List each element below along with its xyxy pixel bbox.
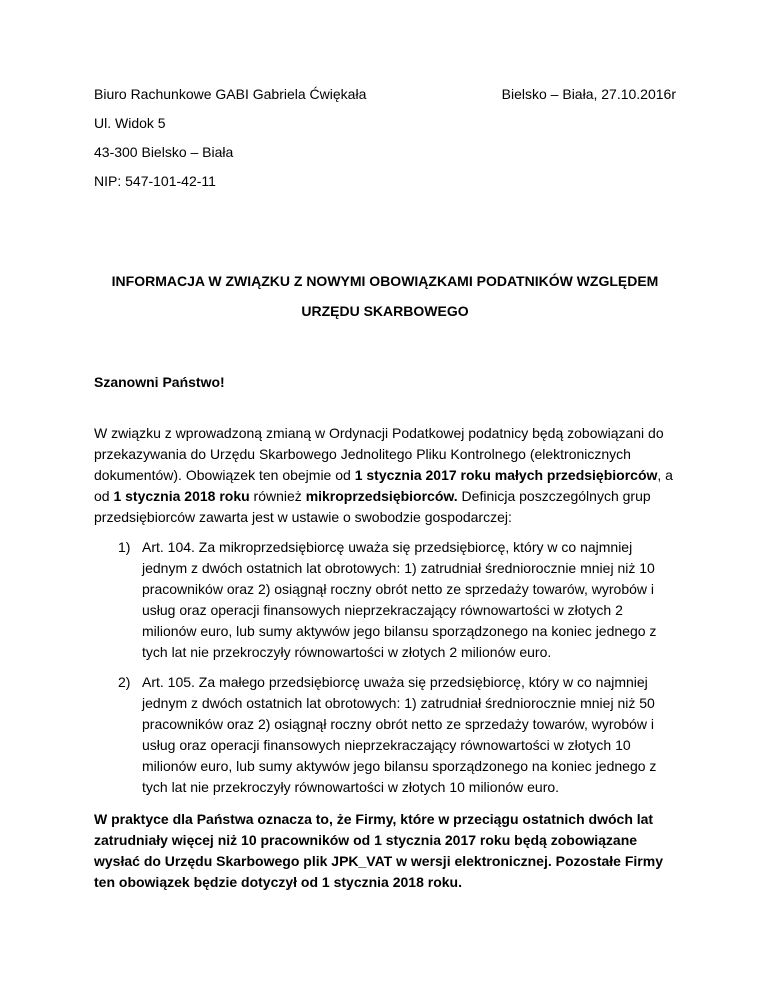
intro-paragraph [94, 423, 676, 528]
address-city: 43-300 Bielsko – Biała [94, 144, 234, 160]
place-and-date: Bielsko – Biała, 27.10.2016r [501, 86, 676, 102]
definitions-list [94, 537, 676, 798]
document-title-line-2: URZĘDU SKARBOWEGO [301, 303, 469, 319]
document-title-line-1: INFORMACJA W ZWIĄZKU Z NOWYMI OBOWIĄZKAMI PODATNIKÓW WZGLĘDEM [111, 273, 659, 289]
intro-bold-micro: mikroprzedsiębiorców. [305, 488, 458, 504]
list-item-number: 2) [118, 674, 131, 690]
intro-text: również [249, 488, 306, 504]
document-title [94, 266, 676, 326]
intro-text: Definicja poszczególnych grup przedsiębiorców zawarta jest w ustawie o swobodzie gospodarczej: [94, 488, 651, 525]
list-item [118, 672, 676, 798]
intro-text: W związku z wprowadzoną zmianą w Ordynacji Podatkowej podatnicy będą zobowiązani do przekazywania do Urzędu Skarbowego Jednolitego Pliku Kontrolnego (elektronicznych dokumentów). Obowiązek ten obejmie od [94, 425, 664, 483]
address-street: Ul. Widok 5 [94, 115, 166, 131]
intro-bold-2017: 1 stycznia 2017 roku małych przedsiębiorców [354, 467, 658, 483]
intro-text: , a od [94, 467, 673, 504]
salutation: Szanowni Państwo! [94, 374, 225, 390]
company-name: Biuro Rachunkowe GABI Gabriela Ćwiękała [94, 86, 367, 102]
intro-bold-2018: 1 stycznia 2018 roku [113, 488, 250, 504]
list-item-number: 1) [118, 539, 131, 555]
document-header [94, 84, 676, 105]
list-item-text: Art. 105. Za małego przedsiębiorcę uważa się przedsiębiorcę, który w co najmniej jednym z dwóch ostatnich lat obrotowych: 1) zatrudniał średniorocznie mniej niż 50 pracowników oraz 2) osiągnął roczny obrót netto ze sprzedaży towarów, wyrobów i usług oraz operacji finansowych nieprzekraczający równowartości w złotych 10 milionów euro, lub sumy aktywów jego bilansu sporządzonego na koniec jednego z tych lat nie przekroczyły równowartości w złotych 10 milionów euro. [142, 674, 657, 795]
list-item [118, 537, 676, 663]
list-item-text: Art. 104. Za mikroprzedsiębiorcę uważa się przedsiębiorcę, który w co najmniej jednym z dwóch ostatnich lat obrotowych: 1) zatrudniał średniorocznie mniej niż 10 pracowników oraz 2) osiągnął roczny obrót netto ze sprzedaży towarów, wyrobów i usług oraz operacji finansowych nieprzekraczający równowartości w złotych 2 milionów euro, lub sumy aktywów jego bilansu sporządzonego na koniec jednego z tych lat nie przekroczyły równowartości w złotych 2 milionów euro. [142, 539, 657, 660]
closing-paragraph: W praktyce dla Państwa oznacza to, że Firmy, które w przeciągu ostatnich dwóch lat zatrudniały więcej niż 10 pracowników od 1 stycznia 2017 roku będą zobowiązane wysłać do Urzędu Skarbowego plik JPK_VAT w wersji elektronicznej. Pozostałe Firmy ten obowiązek będzie dotyczył od 1 stycznia 2018 roku. [94, 811, 663, 890]
nip-number: NIP: 547-101-42-11 [94, 173, 216, 189]
